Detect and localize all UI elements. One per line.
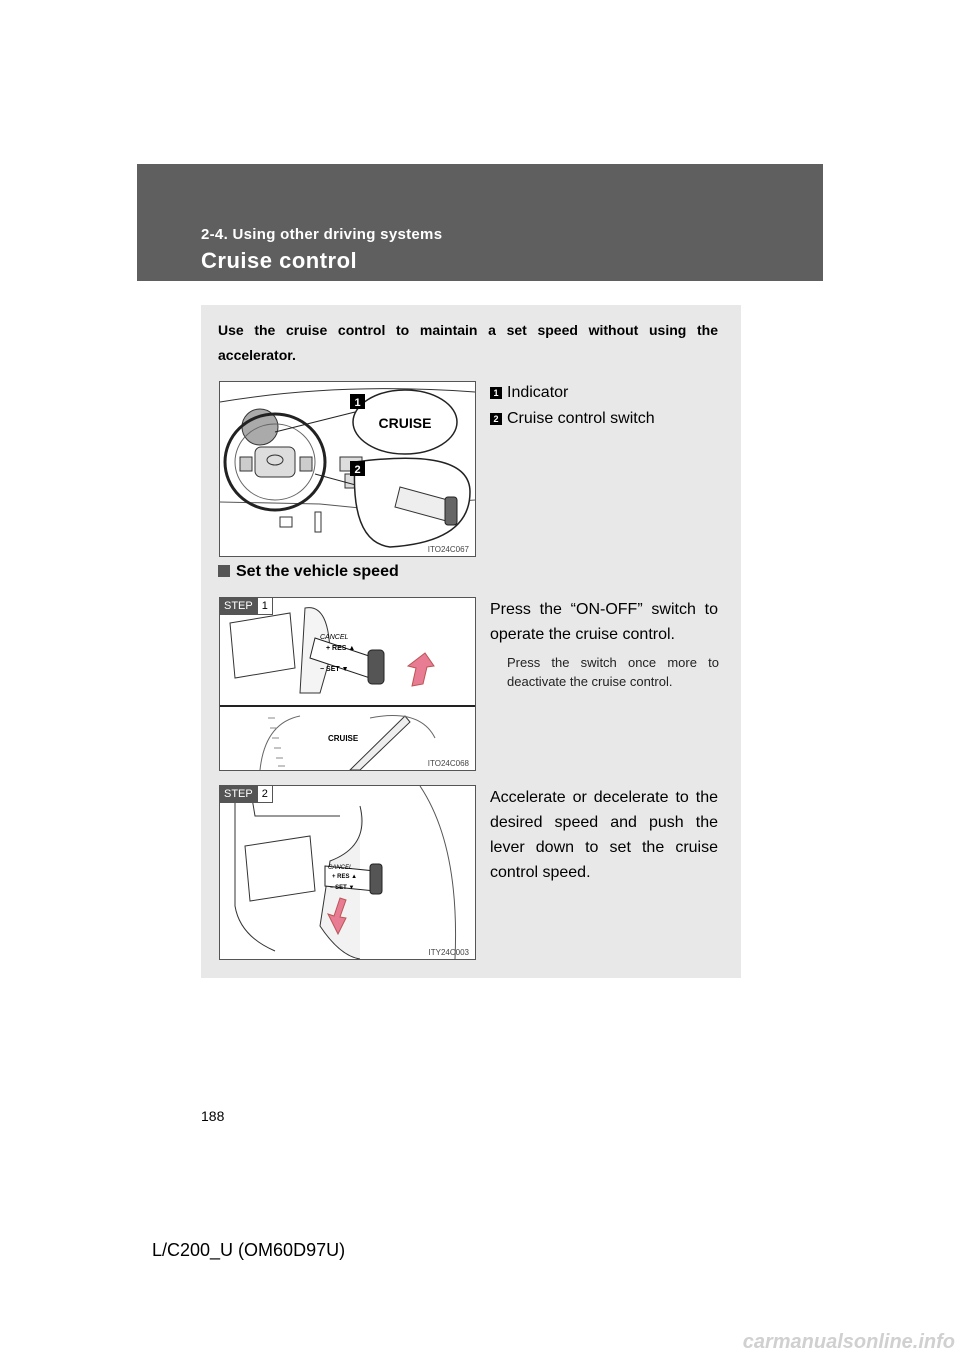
gauge-cruise-text: CRUISE [328,734,359,743]
steering-wheel-illustration [220,382,475,556]
svg-text:+ RES ▲: + RES ▲ [326,645,356,652]
step-2-badge: STEP 2 [220,786,273,803]
legend-switch [490,410,655,428]
svg-text:− SET ▼: − SET ▼ [320,666,349,673]
svg-text:+ RES ▲: + RES ▲ [332,874,358,880]
callout-cruise-text: CRUISE [378,415,432,431]
subhead: Set the vehicle speed [218,563,399,581]
svg-text:2: 2 [354,464,361,476]
figure-steering-wheel [219,381,476,557]
figure-code: ITY24C003 [428,948,469,957]
figure-step-2 [219,785,476,960]
lever-push-illustration [220,786,475,959]
intro-text: Use the cruise control to maintain a set speed without using the accelerator. [218,322,718,363]
legend-1-text: Indicator [507,384,569,401]
lever-cancel-label: CANCEL [320,634,349,641]
square-bullet-icon [218,565,230,577]
watermark-logo [687,1327,957,1355]
legend-2-text: Cruise control switch [507,410,655,427]
page-title: Cruise control [201,248,358,273]
step-2-text: Accelerate or decelerate to the desired speed and push the lever down to set the cruise control speed. [490,789,718,881]
document-code: L/C200_U (OM60D97U) [152,1240,346,1260]
svg-text:1: 1 [354,397,361,409]
svg-text:carmanualsonline.info: carmanualsonline.info [742,1331,955,1353]
cruise-switch-illustration [220,598,475,770]
figure-step-1 [219,597,476,771]
step-1-text: Press the “ON-OFF” switch to operate the cruise control. [490,601,718,643]
figure-code: ITO24C067 [427,545,469,554]
svg-text:CANCEL: CANCEL [328,865,353,871]
svg-text:− SET ▼: − SET ▼ [330,885,355,891]
figure-code: ITO24C068 [427,759,469,768]
section-label: 2-4. Using other driving systems [201,226,443,243]
step-1-note: Press the switch once more to deactivate the cruise control. [507,655,719,689]
legend-1-badge: 1 [490,387,502,399]
page-number: 188 [201,1108,225,1124]
legend-2-badge: 2 [490,413,502,425]
push-arrow-icon [408,653,434,686]
legend-indicator [490,384,568,402]
step-1-badge: STEP 1 [220,598,273,615]
